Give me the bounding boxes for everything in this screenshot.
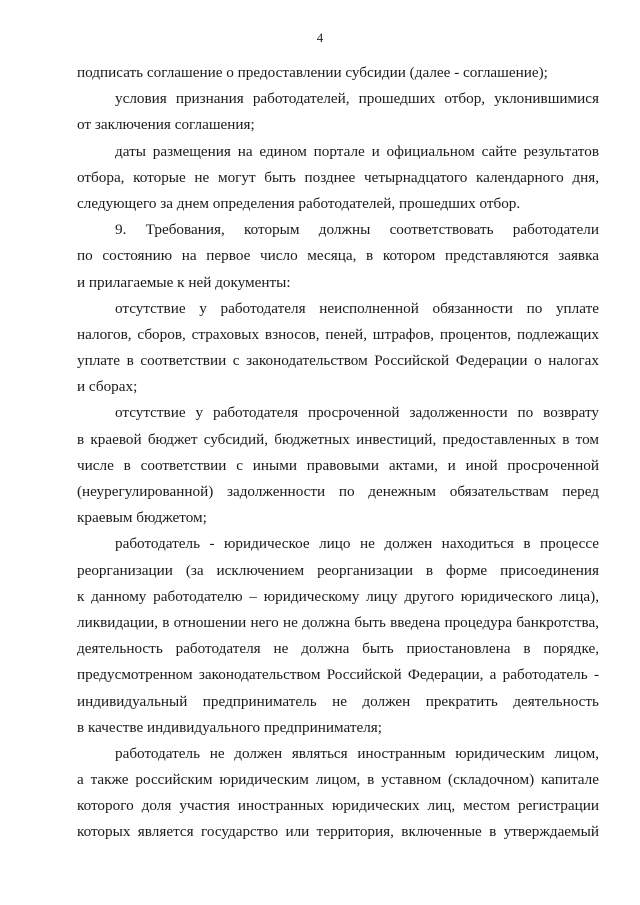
text-line: налогов, сборов, страховых взносов, пеней, штрафов, процентов, подлежащих [77,325,599,343]
text-line: (неурегулированной) задолженности по денежным обязательствам перед [77,483,599,500]
page-number: 4 [316,30,324,45]
text-line: а также российским юридическим лицом, в уставном (складочном) капитале [77,771,599,789]
text-line: в краевой бюджет субсидий, бюджетных инвестиций, предоставленных в том [77,430,599,448]
text-line: к данному работодателю – юридическому лицу другого юридического лица), [77,587,599,605]
text-line: краевым бюджетом; [77,509,207,527]
document-body [77,60,599,846]
text-line: реорганизации (за исключением реорганизации в форме присоединения [77,561,599,579]
text-line: следующего за днем определения работодателей, прошедших отбор. [77,194,521,212]
text-line: и прилагаемые к ней документы: [77,273,291,291]
text-line: предусмотренном законодательством Российской Федерации, а работодатель - [77,666,599,684]
text-line: подписать соглашение о предоставлении субсидии (далее - соглашение); [77,64,548,81]
text-line: работодатель - юридическое лицо не должен находиться в процессе [115,535,599,553]
text-line: 9. Требования, которым должны соответствовать работодатели [115,221,599,239]
text-line: от заключения соглашения; [77,116,255,134]
text-line: отсутствие у работодателя просроченной задолженности по возврату [115,404,599,422]
text-line: деятельность работодателя не должна быть приостановлена в порядке, [77,640,599,658]
text-line: отсутствие у работодателя неисполненной обязанности по уплате [115,299,599,317]
text-line: отбора, которые не могут быть позднее четырнадцатого календарного дня, [77,168,599,186]
text-line: в качестве индивидуального предпринимателя; [77,718,382,736]
text-line: даты размещения на едином портале и официальном сайте результатов [115,142,599,160]
text-line: ликвидации, в отношении него не должна быть введена процедура банкротства, [77,613,599,631]
text-line: по состоянию на первое число месяца, в котором представляются заявка [77,247,599,265]
text-line: и сборах; [77,378,138,396]
text-line: работодатель не должен являться иностранным юридическим лицом, [115,744,599,762]
text-line: индивидуальный предприниматель не должен прекратить деятельность [77,692,599,710]
text-line: числе в соответствии с иными правовыми актами, и иной просроченной [77,456,599,474]
text-line: которого доля участия иностранных юридических лиц, местом регистрации [77,797,599,815]
text-line: которых является государство или территория, включенные в утверждаемый [77,823,599,841]
text-line: условия признания работодателей, прошедших отбор, уклонившимися [115,90,599,108]
text-line: уплате в соответствии с законодательством Российской Федерации о налогах [77,352,599,370]
